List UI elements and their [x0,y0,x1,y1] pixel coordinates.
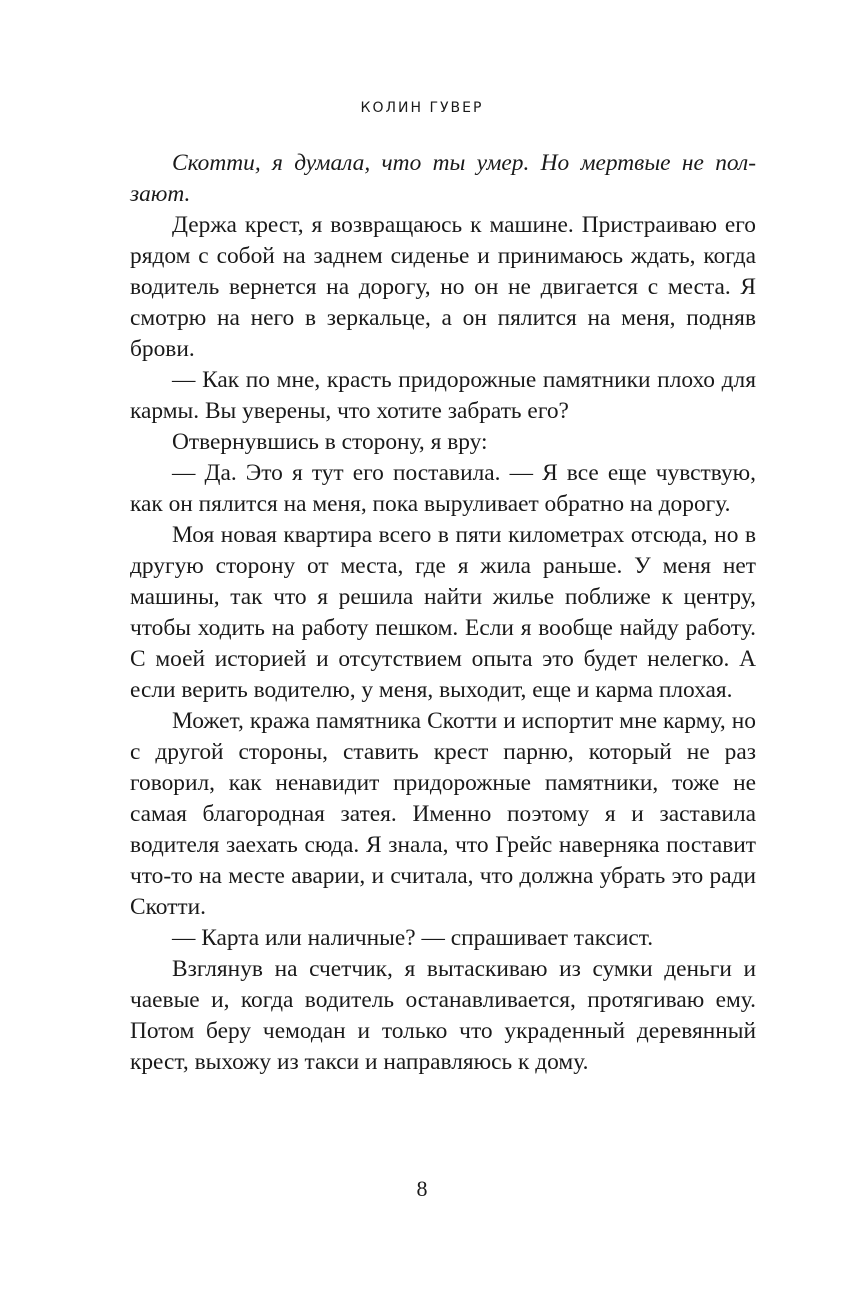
paragraph-2: Держа крест, я возвращаюсь к машине. Пристраиваю его рядом с собой на заднем сиденье и принимаюсь ждать, когда водитель вернется на дорогу, но он не двигается с места. Я смотрю на него в зеркальце, а он пялится на меня, подняв брови. [130,212,756,362]
paragraph-4: Отвернувшись в сторону, я вру: [172,429,488,455]
body-text [130,148,756,1078]
paragraph-7: Может, кража памятника Скотти и испортит мне карму, но с другой стороны, ставить крест парню, который не раз говорил, как ненавидит придорожные памятники, тоже не самая благородная затея. Именно поэтому я и заставила водителя заехать сюда. Я знала, что Грейс наверняка поставит что-то на месте аварии, и считала, что должна убрать это ради Скотти. [130,708,756,920]
page-number: 8 [416,1176,428,1201]
paragraph-1: Скотти, я думала, что ты умер. Но мертвые не ползают. [130,150,756,207]
paragraph-9: Взглянув на счетчик, я вытаскиваю из сумки деньги и чаевые и, когда водитель останавливается, протягиваю ему. Потом беру чемодан и только что украденный деревянный крест, выхожу из такси и направляюсь к дому. [130,956,756,1075]
paragraph-8: — Карта или наличные? — спрашивает таксист. [172,925,654,951]
running-head: КОЛИН ГУВЕР [360,100,484,116]
paragraph-5: — Да. Это я тут его поставила. — Я все еще чувствую, как он пялится на меня, пока выруливает обратно на дорогу. [130,460,756,517]
paragraph-6: Моя новая квартира всего в пяти километрах отсюда, но в другую сторону от места, где я жила раньше. У меня нет машины, так что я решила найти жилье поближе к центру, чтобы ходить на работу пешком. Если я вообще найду работу. С моей историей и отсутствием опыта это будет нелегко. А если верить водителю, у меня, выходит, еще и карма плохая. [130,522,756,703]
paragraph-3: — Как по мне, красть придорожные памятники плохо для кармы. Вы уверены, что хотите забрать его? [130,367,756,424]
